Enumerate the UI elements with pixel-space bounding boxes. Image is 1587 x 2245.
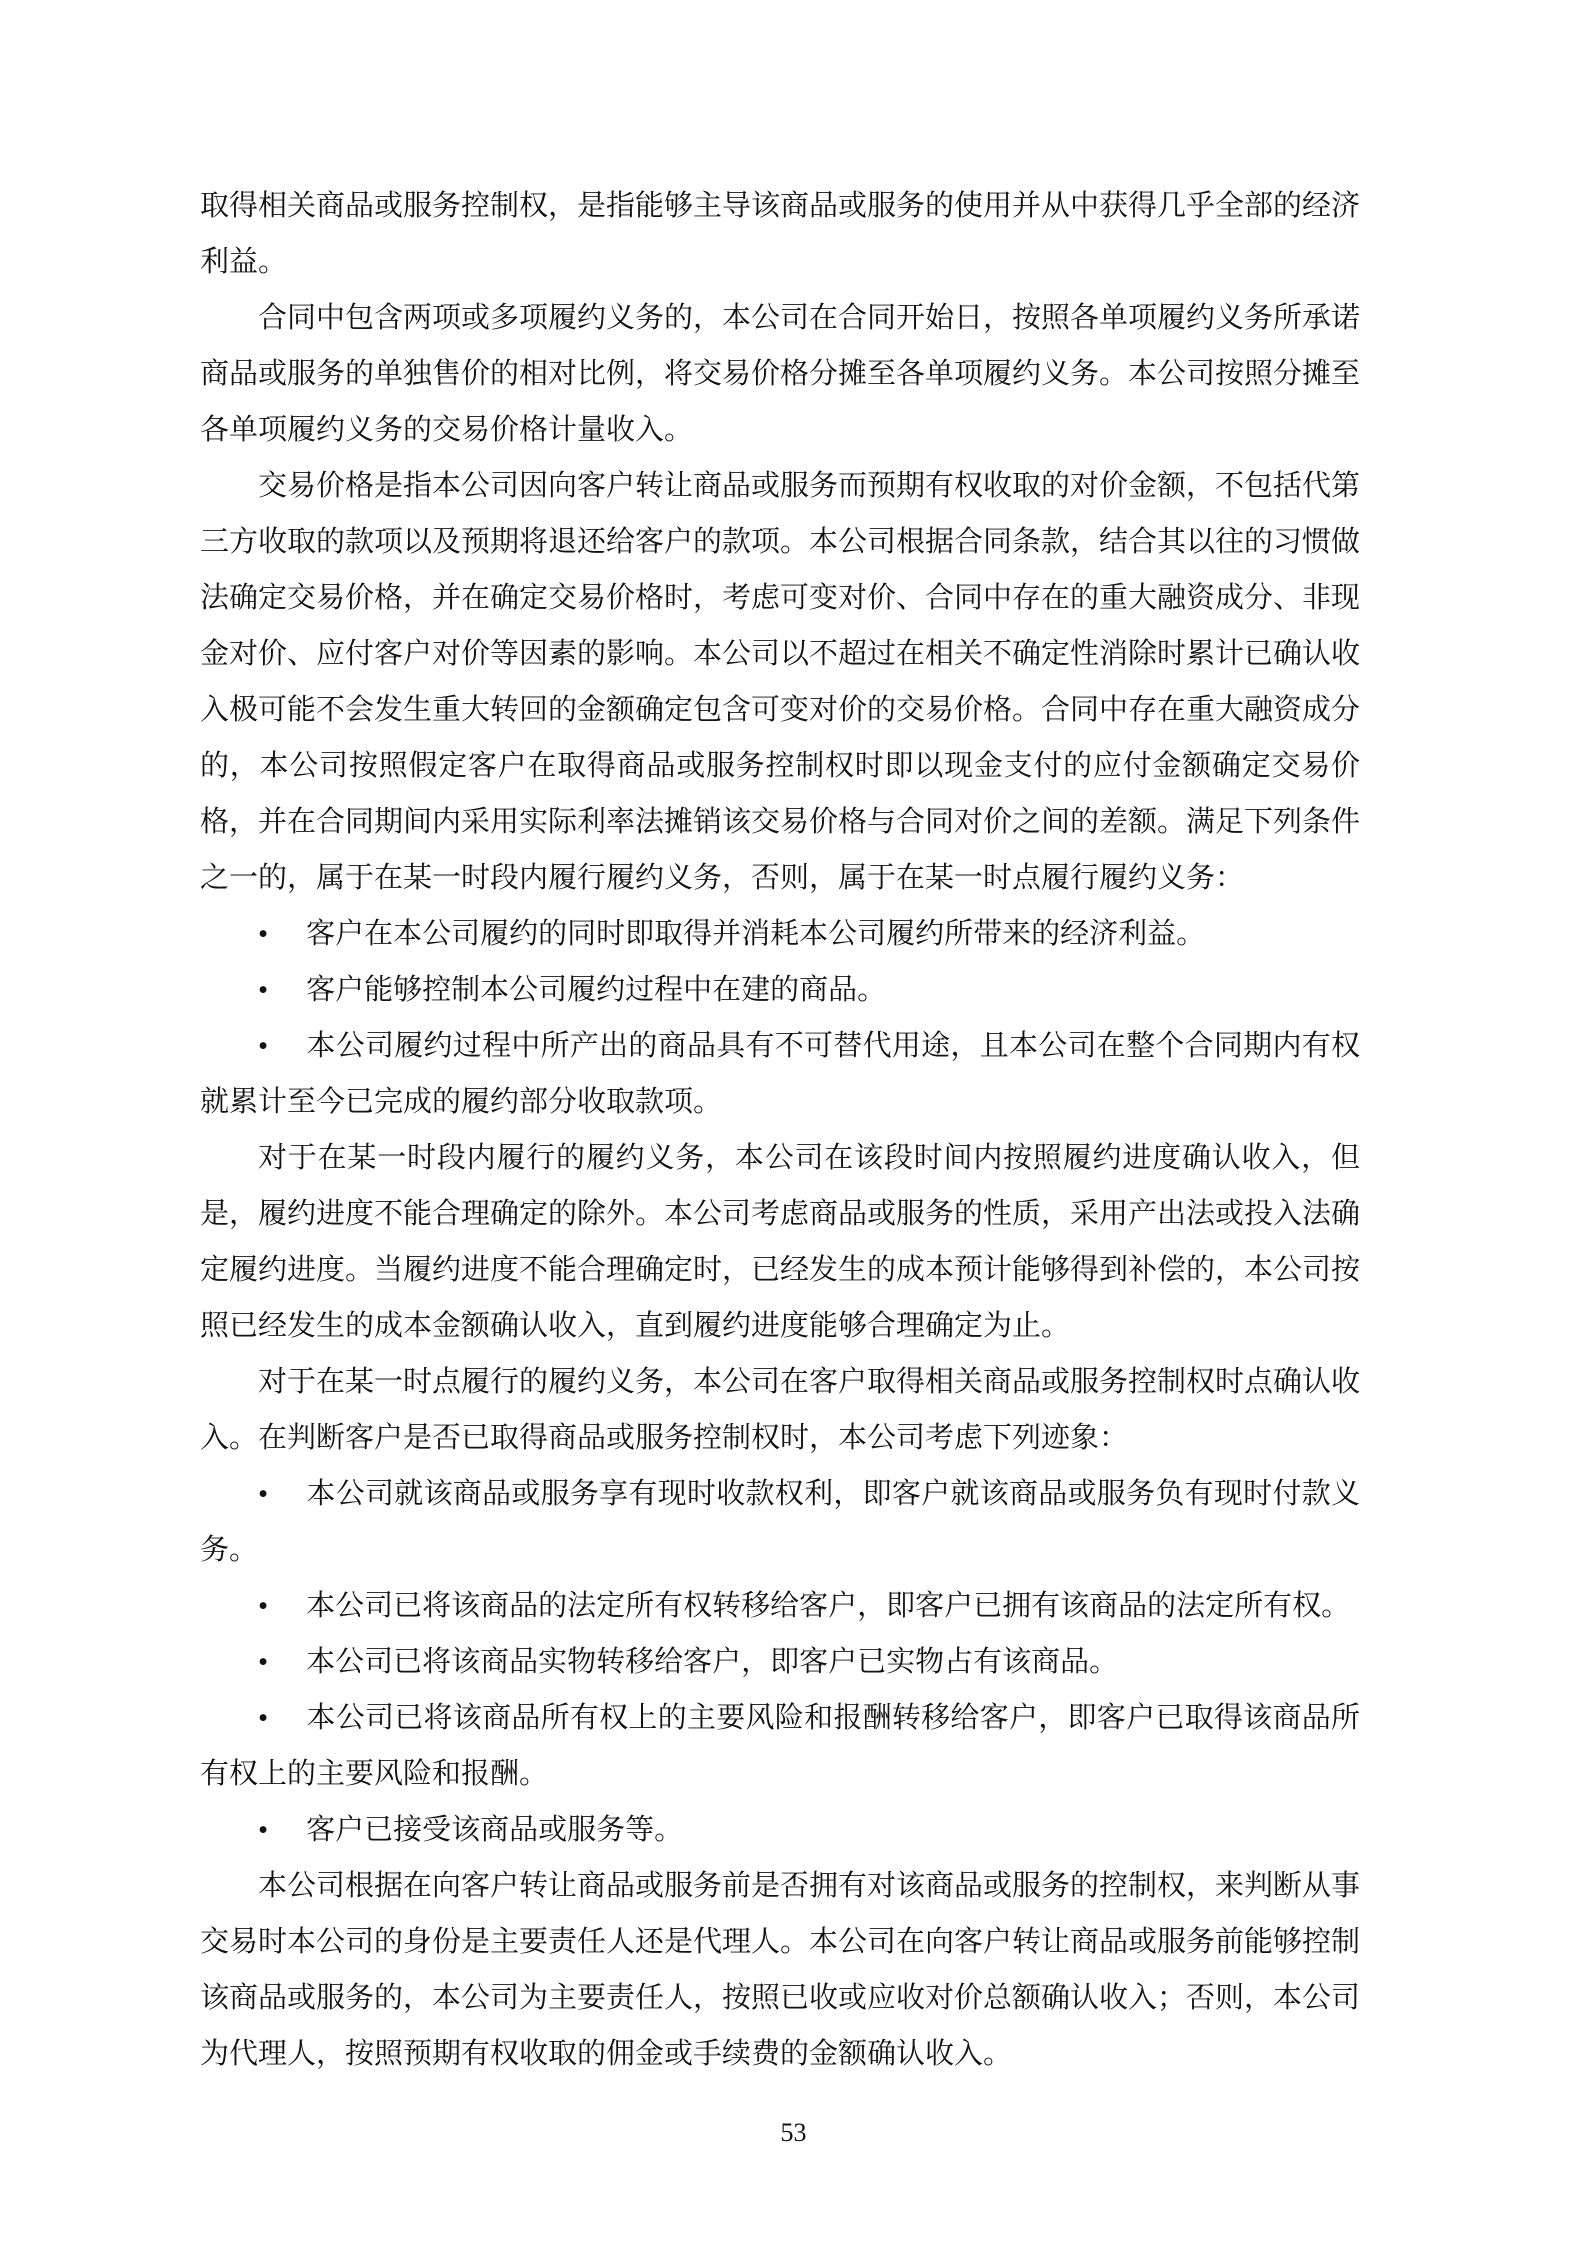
paragraph: 交易价格是指本公司因向客户转让商品或服务而预期有权收取的对价金额，不包括代第三方收取的款项以及预期将退还给客户的款项。本公司根据合同条款，结合其以往的习惯做法确定交易价格，并在确定交易价格时，考虑可变对价、合同中存在的重大融资成分、非现金对价、应付客户对价等因素的影响。本公司以不超过在相关不确定性消除时累计已确认收入极可能不会发生重大转回的金额确定包含可变对价的交易价格。合同中存在重大融资成分的，本公司按照假定客户在取得商品或服务控制权时即以现金支付的应付金额确定交易价格，并在合同期间内采用实际利率法摊销该交易价格与合同对价之间的差额。满足下列条件之一的，属于在某一时段内履行履约义务，否则，属于在某一时点履行履约义务： xyxy=(200,470,1361,894)
page-footer xyxy=(0,2118,1587,2148)
document-body xyxy=(200,178,1360,2082)
paragraph: 取得相关商品或服务控制权，是指能够主导该商品或服务的使用并从中获得几乎全部的经济利益。 xyxy=(200,190,1361,278)
bullet-item xyxy=(200,906,1360,962)
bullet-item xyxy=(200,1634,1360,1690)
paragraph: 合同中包含两项或多项履约义务的，本公司在合同开始日，按照各单项履约义务所承诺商品或服务的单独售价的相对比例，将交易价格分摊至各单项履约义务。本公司按照分摊至各单项履约义务的交易价格计量收入。 xyxy=(200,302,1361,446)
bullet-text: 本公司就该商品或服务享有现时收款权利，即客户就该商品或服务负有现时付款义务。 xyxy=(200,1478,1360,1566)
bullet-icon: • xyxy=(258,918,269,950)
bullet-icon: • xyxy=(258,1030,269,1062)
bullet-text: 客户在本公司履约的同时即取得并消耗本公司履约所带来的经济利益。 xyxy=(306,918,1206,950)
paragraph: 对于在某一时段内履行的履约义务，本公司在该段时间内按照履约进度确认收入，但是，履约进度不能合理确定的除外。本公司考虑商品或服务的性质，采用产出法或投入法确定履约进度。当履约进度不能合理确定时，已经发生的成本预计能够得到补偿的，本公司按照已经发生的成本金额确认收入，直到履约进度能够合理确定为止。 xyxy=(200,1142,1361,1342)
bullet-item xyxy=(200,1466,1360,1578)
bullet-item xyxy=(200,962,1360,1018)
bullet-text: 客户能够控制本公司履约过程中在建的商品。 xyxy=(306,974,887,1006)
bullet-item xyxy=(200,1802,1360,1858)
bullet-icon: • xyxy=(258,1814,269,1846)
page-number: 53 xyxy=(780,2118,807,2147)
bullet-text: 本公司已将该商品实物转移给客户，即客户已实物占有该商品。 xyxy=(306,1646,1119,1678)
bullet-icon: • xyxy=(258,1702,269,1734)
bullet-text: 本公司已将该商品的法定所有权转移给客户，即客户已拥有该商品的法定所有权。 xyxy=(306,1590,1351,1622)
bullet-text: 本公司履约过程中所产出的商品具有不可替代用途，且本公司在整个合同期内有权就累计至今已完成的履约部分收取款项。 xyxy=(200,1030,1360,1118)
bullet-item xyxy=(200,1690,1360,1802)
bullet-item xyxy=(200,1018,1360,1130)
paragraph: 本公司根据在向客户转让商品或服务前是否拥有对该商品或服务的控制权，来判断从事交易时本公司的身份是主要责任人还是代理人。本公司在向客户转让商品或服务前能够控制该商品或服务的，本公司为主要责任人，按照已收或应收对价总额确认收入；否则，本公司为代理人，按照预期有权收取的佣金或手续费的金额确认收入。 xyxy=(200,1870,1361,2070)
bullet-text: 本公司已将该商品所有权上的主要风险和报酬转移给客户，即客户已取得该商品所有权上的主要风险和报酬。 xyxy=(200,1702,1360,1790)
bullet-icon: • xyxy=(258,1478,269,1510)
bullet-text: 客户已接受该商品或服务等。 xyxy=(306,1814,684,1846)
bullet-icon: • xyxy=(258,1646,269,1678)
bullet-item xyxy=(200,1578,1360,1634)
paragraph: 对于在某一时点履行的履约义务，本公司在客户取得相关商品或服务控制权时点确认收入。在判断客户是否已取得商品或服务控制权时，本公司考虑下列迹象： xyxy=(200,1366,1361,1454)
bullet-icon: • xyxy=(258,974,269,1006)
bullet-icon: • xyxy=(258,1590,269,1622)
